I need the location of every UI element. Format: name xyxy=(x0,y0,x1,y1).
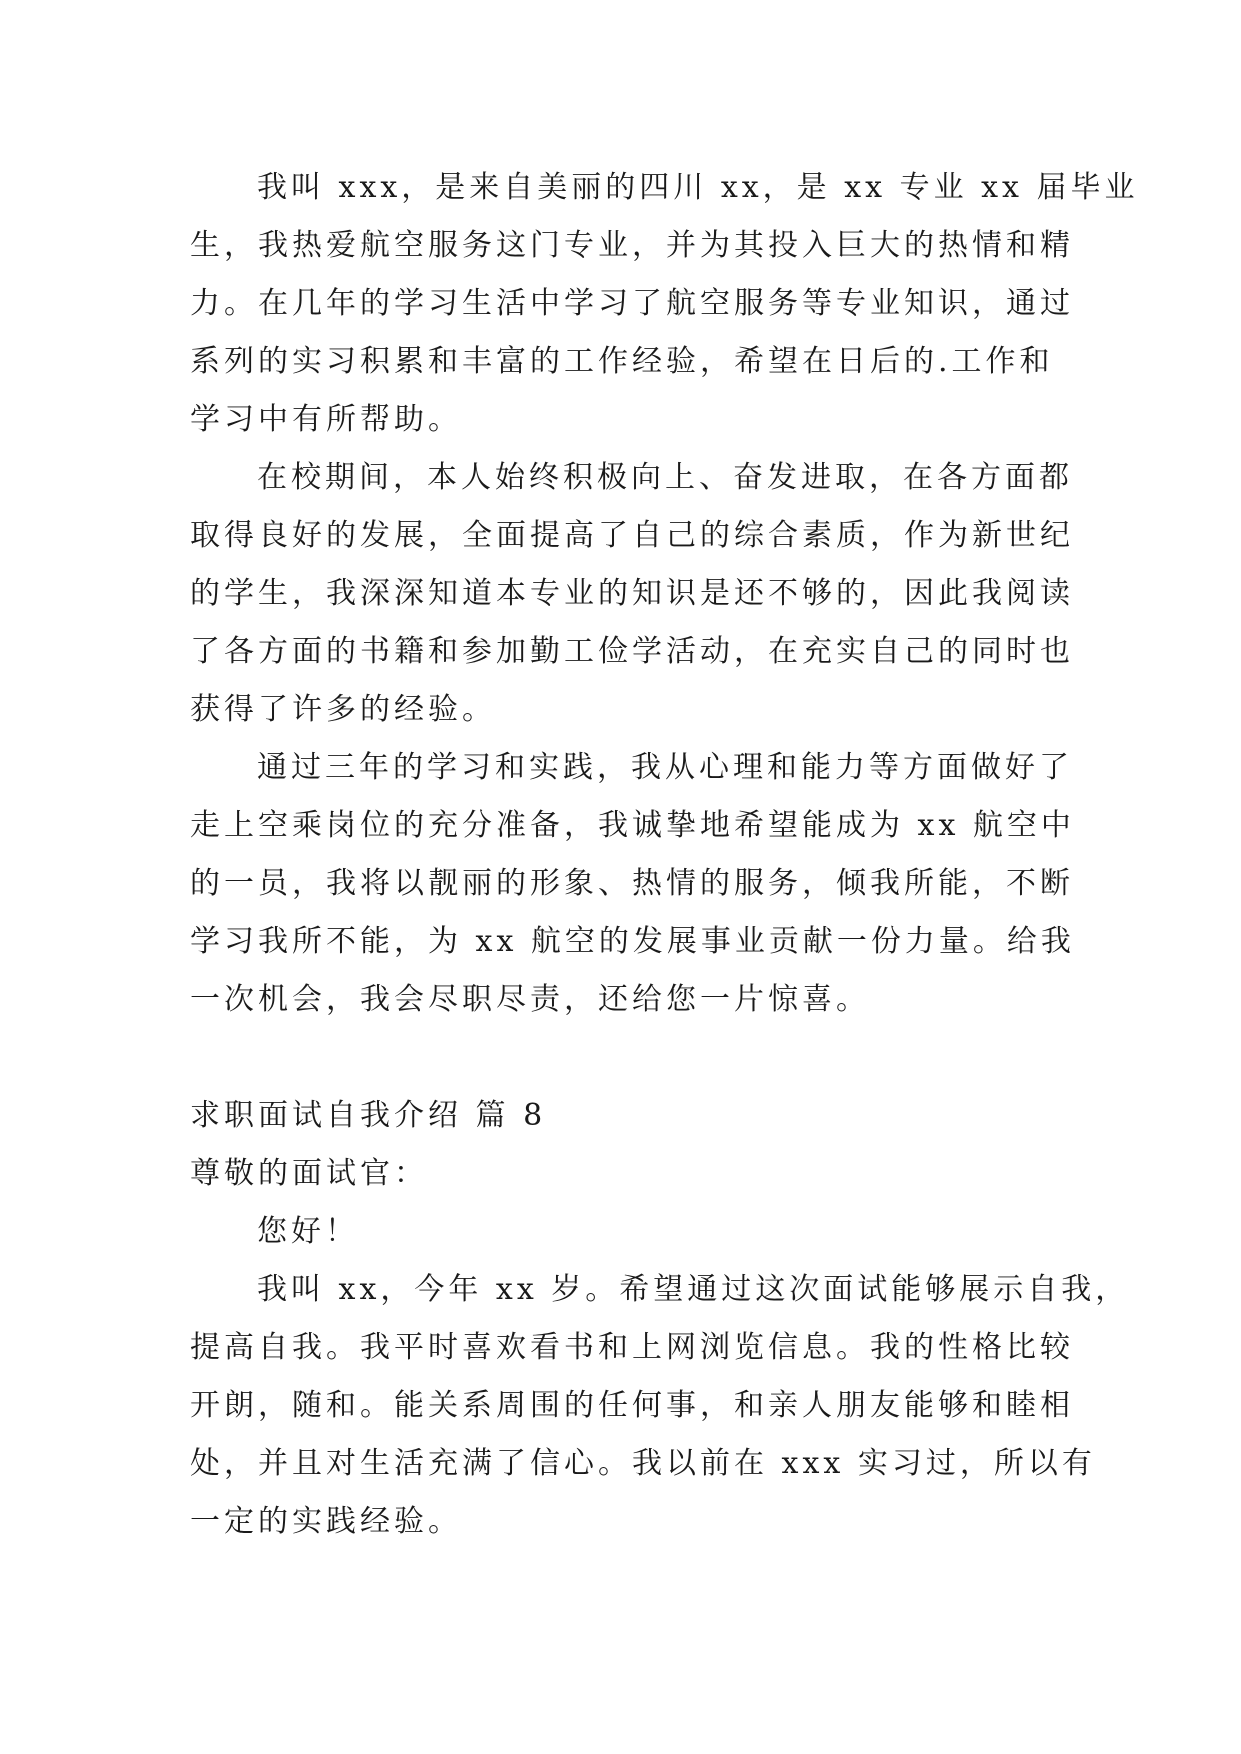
paragraph-2-line-5: 获得了许多的经验。 xyxy=(190,692,496,727)
paragraph-2-line-4: 了各方面的书籍和参加勤工俭学活动，在充实自己的同时也 xyxy=(190,634,1074,669)
paragraph-1-line-5: 学习中有所帮助。 xyxy=(190,402,462,437)
paragraph-2-line-2: 取得良好的发展，全面提高了自己的综合素质，作为新世纪 xyxy=(190,518,1074,553)
paragraph-3-line-4: 学习我所不能，为 xx 航空的发展事业贡献一份力量。给我 xyxy=(190,924,1075,959)
paragraph-4-line-4: 处，并且对生活充满了信心。我以前在 xxx 实习过，所以有 xyxy=(190,1446,1096,1481)
paragraph-2-line-3: 的学生，我深深知道本专业的知识是还不够的，因此我阅读 xyxy=(190,576,1074,611)
paragraph-3-line-3: 的一员，我将以靓丽的形象、热情的服务，倾我所能，不断 xyxy=(190,866,1074,901)
paragraph-3-line-1: 通过三年的学习和实践，我从心理和能力等方面做好了 xyxy=(257,750,1073,785)
paragraph-1-line-4: 系列的实习积累和丰富的工作经验，希望在日后的.工作和 xyxy=(190,344,1054,379)
paragraph-4-line-1: 我叫 xx，今年 xx 岁。希望通过这次面试能够展示自我， xyxy=(257,1272,1130,1307)
paragraph-3-line-2: 走上空乘岗位的充分准备，我诚挚地希望能成为 xx 航空中 xyxy=(190,808,1075,843)
paragraph-1-line-1: 我叫 xxx，是来自美丽的四川 xx，是 xx 专业 xx 届毕业 xyxy=(257,170,1139,205)
paragraph-4-line-2: 提高自我。我平时喜欢看书和上网浏览信息。我的性格比较 xyxy=(190,1330,1074,1365)
paragraph-3-line-5: 一次机会，我会尽职尽责，还给您一片惊喜。 xyxy=(190,982,870,1017)
paragraph-1-line-2: 生，我热爱航空服务这门专业，并为其投入巨大的热情和精 xyxy=(190,228,1074,263)
paragraph-2-line-1: 在校期间，本人始终积极向上、奋发进取，在各方面都 xyxy=(257,460,1073,495)
section-title: 求职面试自我介绍 篇 8 xyxy=(190,1098,547,1133)
salutation: 尊敬的面试官： xyxy=(190,1156,428,1191)
greeting: 您好！ xyxy=(257,1214,359,1249)
paragraph-1-line-3: 力。在几年的学习生活中学习了航空服务等专业知识，通过 xyxy=(190,286,1074,321)
paragraph-4-line-5: 一定的实践经验。 xyxy=(190,1504,462,1539)
paragraph-4-line-3: 开朗，随和。能关系周围的任何事，和亲人朋友能够和睦相 xyxy=(190,1388,1074,1423)
